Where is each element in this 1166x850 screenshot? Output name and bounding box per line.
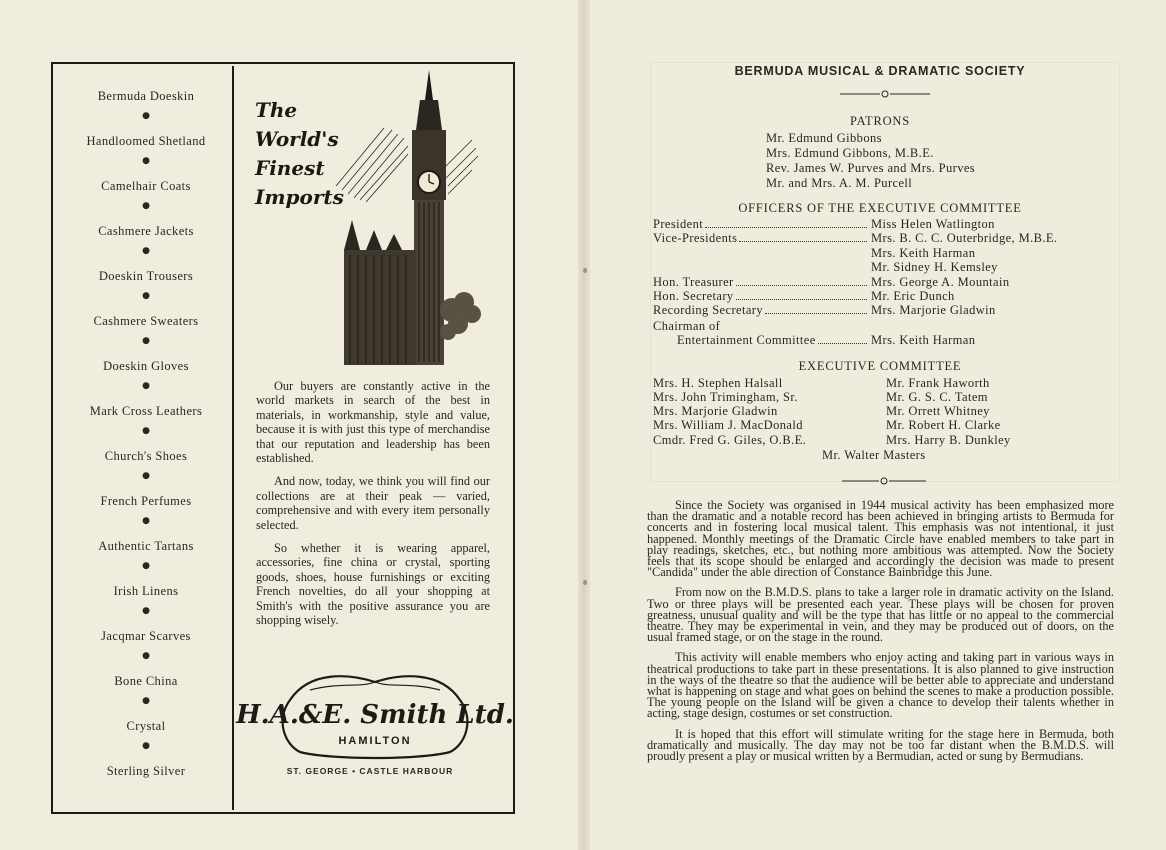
officer-row — [653, 260, 1083, 274]
bullet-icon: ● — [142, 650, 150, 661]
bullet-icon: ● — [142, 200, 150, 211]
headline-line: Imports — [255, 185, 344, 209]
merchandise-item: Bone China — [114, 674, 178, 688]
executive-member: Mr. Frank Haworth — [886, 376, 990, 390]
officer-role — [653, 275, 869, 289]
officer-role — [653, 231, 869, 245]
bullet-icon: ● — [142, 695, 150, 706]
bullet-icon: ● — [142, 470, 150, 481]
ornament-divider — [842, 476, 926, 486]
officer-row — [653, 246, 1083, 260]
logo-name: H.A.&E. Smith Ltd. — [236, 700, 514, 730]
executive-member: Cmdr. Fred G. Giles, O.B.E. — [653, 433, 807, 447]
executive-member: Mr. G. S. C. Tatem — [886, 390, 988, 404]
officer-role — [653, 303, 869, 317]
bullet-icon: ● — [142, 605, 150, 616]
binding-hole — [583, 580, 587, 585]
officer-role — [653, 260, 869, 274]
ad-paragraph: Our buyers are constantly active in the world markets in search of the best in materials, in workmanship, style and value, because it is with just this type of merchandise that our reputation and leadership has been established. — [256, 379, 490, 466]
merchandise-item: Irish Linens — [113, 584, 179, 598]
merchandise-item: Authentic Tartans — [98, 539, 194, 553]
bullet-icon: ● — [142, 515, 150, 526]
executive-member: Mrs. Marjorie Gladwin — [653, 404, 778, 418]
ad-paragraph: So whether it is wearing apparel, accessories, fine china or crystal, sporting goods, shoes, house furnishings or exciting French novelties, do all your shopping at Smith's with the positive assurance you are shopping wisely. — [256, 541, 490, 628]
officer-role-label: Hon. Secretary — [653, 289, 734, 303]
body-paragraph: Since the Society was organised in 1944 musical activity has been emphasized more than the dramatic and a notable record has been achieved in bringing artists to Bermuda for concerts and in fostering local musical talent. This emphasis was not intentional, it just happened. Monthly meetings of the Dramatic Circle have enabled members to take part in play readings, sketches, etc., but nothing more ambitious was attempted. Now the Society feels that its scope should be enlarged and accordingly the decision was made to present "Candida" under the able direction of Constance Bainbridge this June. — [647, 498, 1114, 580]
officer-row — [653, 333, 1083, 347]
patron-name: Mr. and Mrs. A. M. Purcell — [766, 176, 913, 190]
executive-member: Mr. Robert H. Clarke — [886, 418, 1001, 432]
officer-name: Mrs. Keith Harman — [871, 246, 976, 260]
ad-body-text — [256, 379, 490, 637]
officer-name: Mrs. George A. Mountain — [871, 275, 1010, 289]
bullet-icon: ● — [142, 290, 150, 301]
chairman-name: Mrs. Keith Harman — [871, 333, 976, 347]
officer-role — [653, 289, 869, 303]
bullet-icon: ● — [142, 740, 150, 751]
officer-role — [653, 217, 869, 231]
merchandise-item: Crystal — [126, 719, 166, 733]
chairman-role: Chairman of — [653, 319, 721, 333]
big-ben-illustration — [322, 70, 482, 370]
body-paragraph: From now on the B.M.D.S. plans to take a larger role in dramatic activity on the Island. Two or three plays will be presented each year. These plays will be chosen for proven greatness, unusual quality and will be the type that has little or no appeal to the commercial theatre. They may be experimental in vein, and they may be produced out of doors, on the usual framed stage, or on the stage in the round. — [647, 585, 1114, 645]
officer-name: Mrs. B. C. C. Outerbridge, M.B.E. — [871, 231, 1058, 245]
headline-line: The — [255, 98, 298, 122]
logo-city: HAMILTON — [338, 735, 412, 747]
society-title: BERMUDA MUSICAL & DRAMATIC SOCIETY — [734, 64, 1026, 78]
officer-row — [653, 217, 1083, 231]
merchandise-item: Handloomed Shetland — [86, 134, 206, 148]
ornament-divider — [840, 89, 930, 99]
officer-name: Mr. Eric Dunch — [871, 289, 955, 303]
officer-name: Miss Helen Watlington — [871, 217, 995, 231]
body-paragraph: This activity will enable members who enjoy acting and taking part in various ways in theatrical productions to take part in these presentations. It is also planned to give instruction in the ways of the theatre so that the audience will be better able to appreciate and understand what is happening on stage and what goes on behind the scenes to make a production possible. The young people on the Island will be given a chance to develop their talents whether in acting, stage design, costumes or set construction. — [647, 650, 1114, 721]
chairman-role-line2: Entertainment Committee — [677, 333, 816, 347]
merchandise-item: Camelhair Coats — [101, 179, 191, 193]
body-paragraph: It is hoped that this effort will stimulate writing for the stage here in Bermuda, both dramatically and musically. The day may not be too far distant when the B.M.D.S. will proudly present a play or musical written by a Bermudian, acted or sung by Bermudians. — [647, 726, 1114, 764]
book-gutter — [578, 0, 590, 850]
society-body-text — [647, 500, 1114, 771]
officer-role-label: President — [653, 217, 704, 231]
merchandise-list — [56, 82, 236, 780]
officer-role — [653, 246, 869, 260]
headline-line: Finest — [255, 156, 325, 180]
officer-role-label: Recording Secretary — [653, 303, 763, 317]
headline-line: World's — [255, 127, 339, 151]
smith-logo — [236, 660, 514, 780]
bullet-icon: ● — [142, 425, 150, 436]
bullet-icon: ● — [142, 245, 150, 256]
officer-role-label: Hon. Treasurer — [653, 275, 734, 289]
executive-member: Mrs. H. Stephen Halsall — [653, 376, 783, 390]
officer-role-label: Vice-Presidents — [653, 231, 738, 245]
merchandise-item: Sterling Silver — [106, 764, 186, 778]
merchandise-item: Doeskin Gloves — [103, 359, 189, 373]
executive-heading: EXECUTIVE COMMITTEE — [798, 359, 962, 373]
binding-hole — [583, 268, 587, 273]
officer-name: Mr. Sidney H. Kemsley — [871, 260, 998, 274]
executive-member: Mrs. Harry B. Dunkley — [886, 433, 1011, 447]
merchandise-item: Doeskin Trousers — [98, 269, 194, 283]
bullet-icon: ● — [142, 380, 150, 391]
officer-row — [653, 303, 1083, 317]
patron-name: Rev. James W. Purves and Mrs. Purves — [766, 161, 976, 175]
executive-member: Mrs. John Trimingham, Sr. — [653, 390, 798, 404]
bullet-icon: ● — [142, 560, 150, 571]
bullet-icon: ● — [142, 335, 150, 346]
officers-heading: OFFICERS OF THE EXECUTIVE COMMITTEE — [738, 201, 1022, 215]
bullet-icon: ● — [142, 110, 150, 121]
patrons-heading: PATRONS — [849, 114, 911, 128]
executive-member: Mr. Walter Masters — [822, 448, 926, 462]
patron-name: Mr. Edmund Gibbons — [766, 131, 882, 145]
officer-row — [653, 275, 1083, 289]
ad-paragraph: And now, today, we think you will find our collections are at their peak — varied, comprehensive and with every item personally selected. — [256, 474, 490, 532]
merchandise-item: Church's Shoes — [104, 449, 188, 463]
merchandise-item: Jacqmar Scarves — [101, 629, 191, 643]
merchandise-item: Cashmere Jackets — [98, 224, 194, 238]
merchandise-item: Cashmere Sweaters — [93, 314, 199, 328]
bullet-icon: ● — [142, 155, 150, 166]
merchandise-item: French Perfumes — [100, 494, 192, 508]
officer-row — [653, 289, 1083, 303]
executive-member: Mrs. William J. MacDonald — [653, 418, 803, 432]
executive-member: Mr. Orrett Whitney — [886, 404, 990, 418]
merchandise-item: Mark Cross Leathers — [89, 404, 203, 418]
logo-branches: ST. GEORGE • CASTLE HARBOUR — [286, 766, 454, 776]
officer-row — [653, 231, 1083, 245]
merchandise-item: Bermuda Doeskin — [97, 89, 195, 103]
officer-name: Mrs. Marjorie Gladwin — [871, 303, 996, 317]
patron-name: Mrs. Edmund Gibbons, M.B.E. — [766, 146, 934, 160]
officer-role — [653, 333, 869, 347]
